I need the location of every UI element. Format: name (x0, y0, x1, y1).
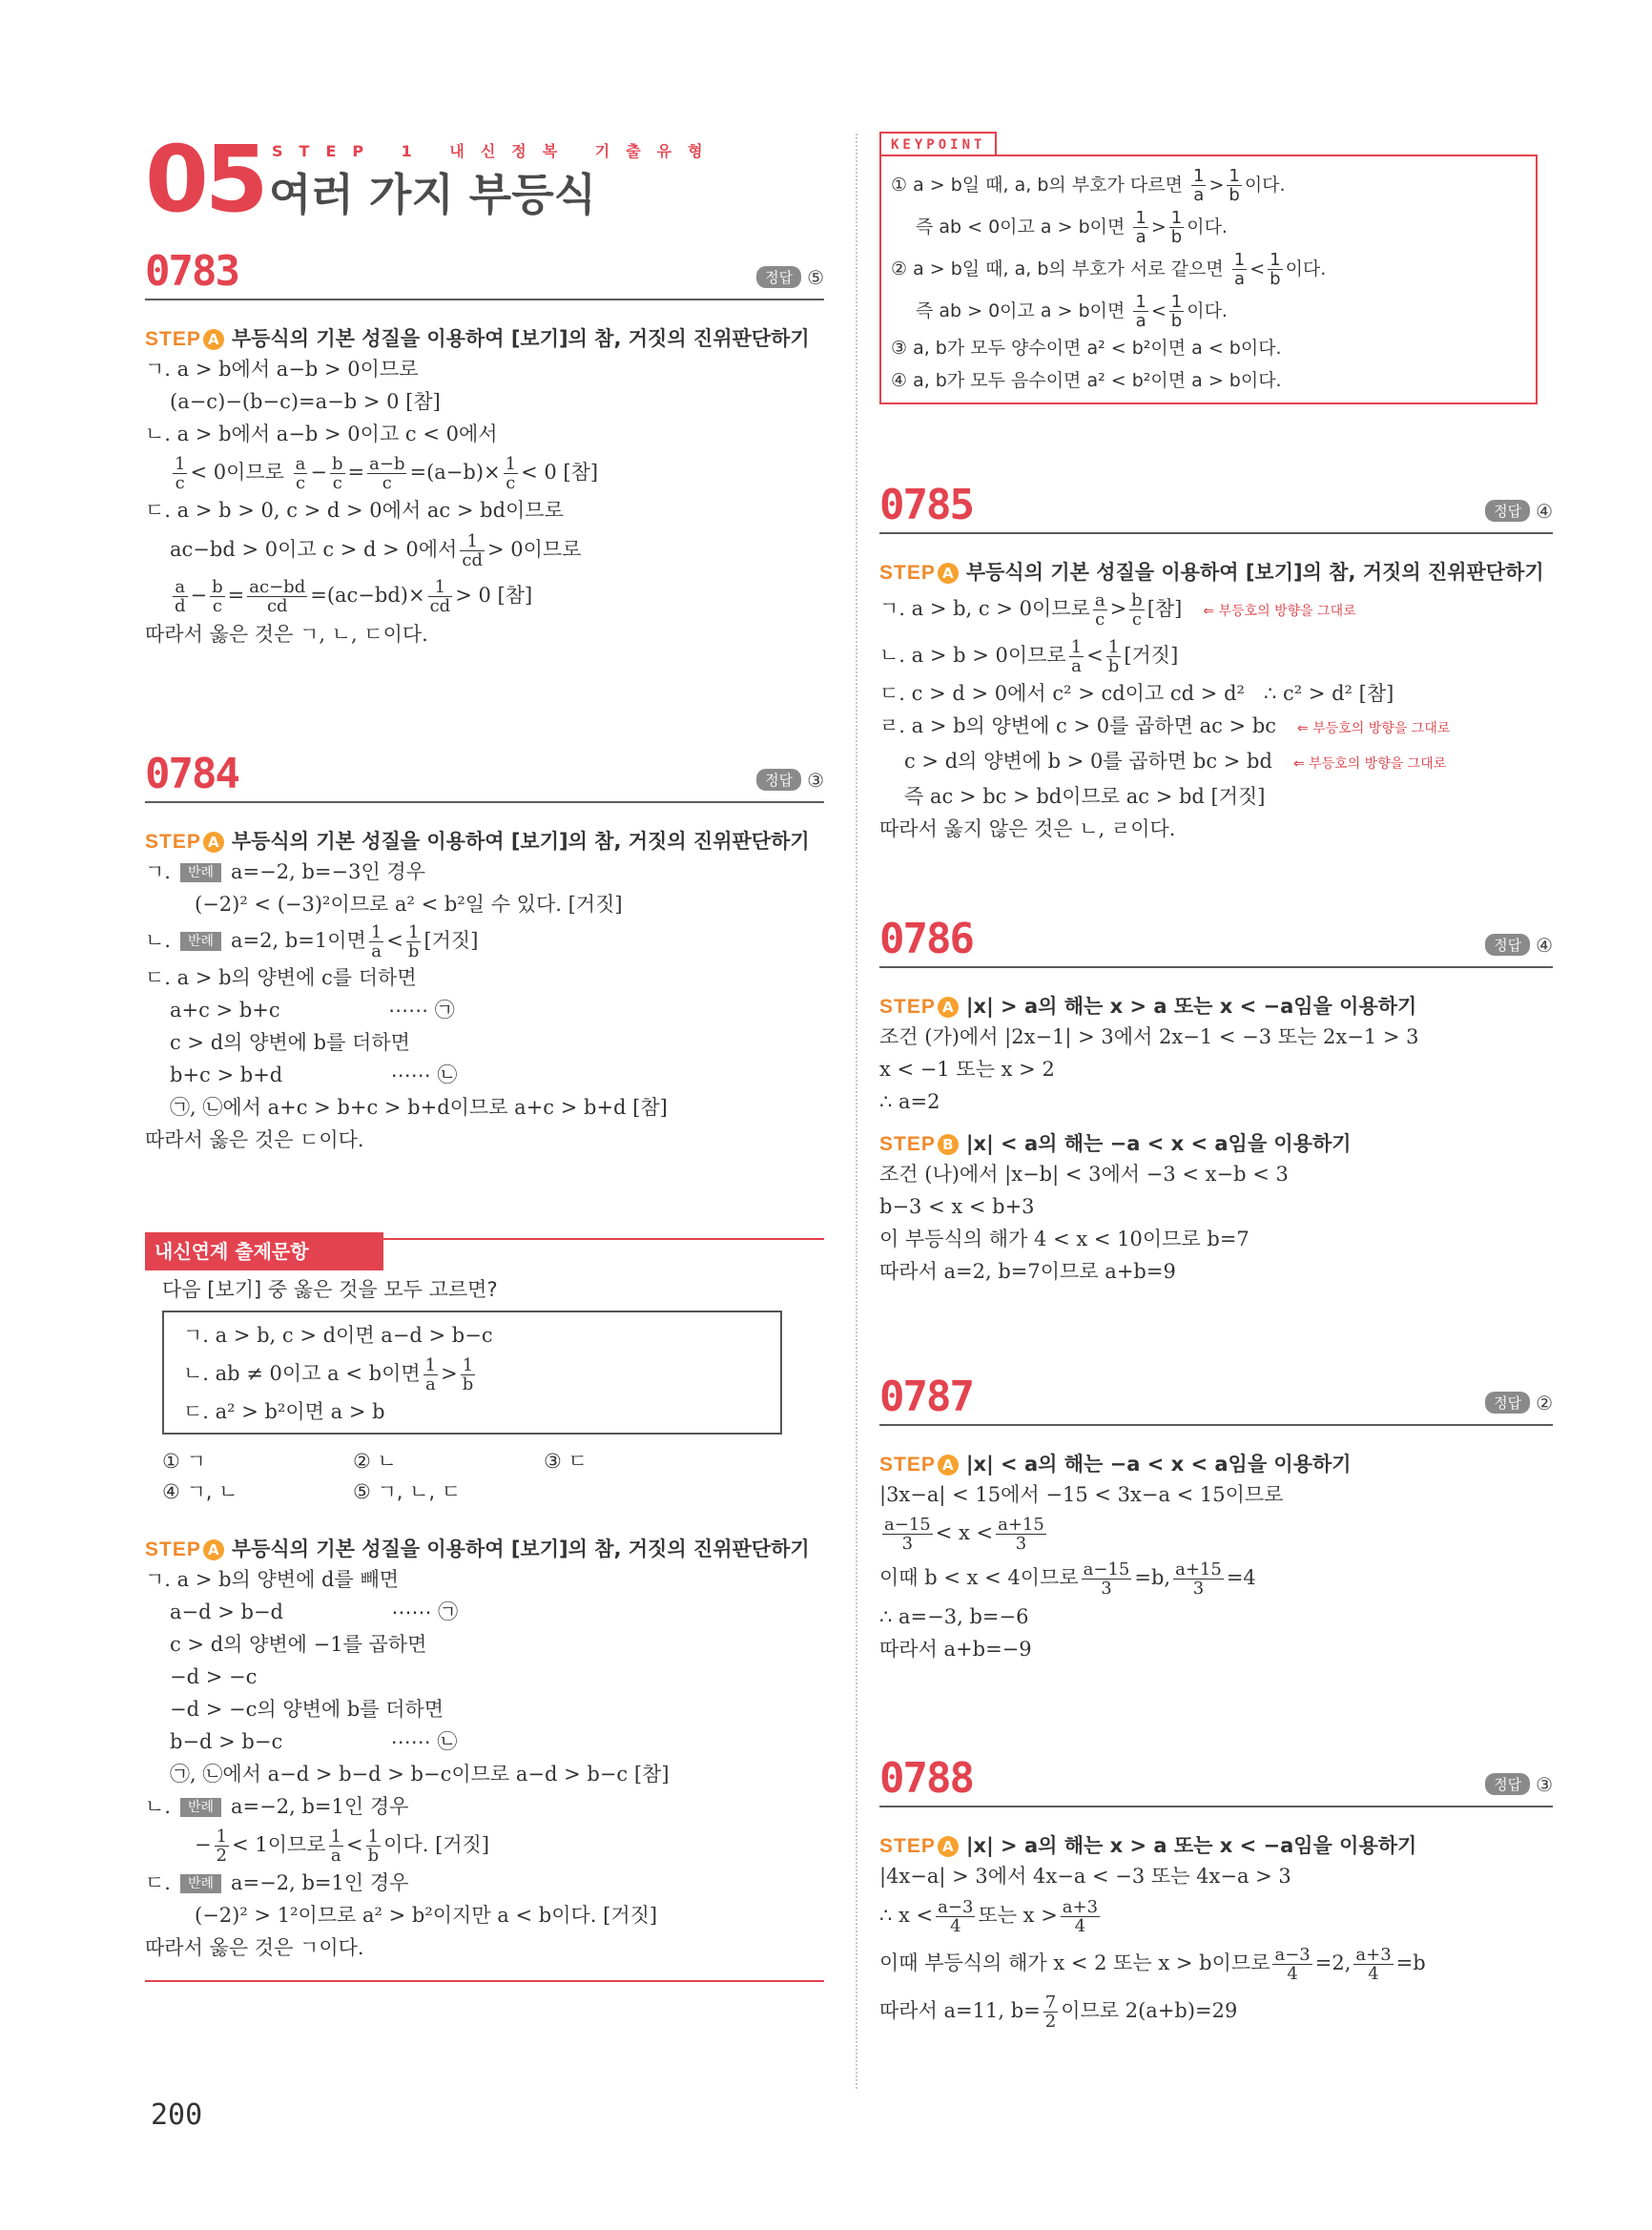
solution-line: 조건 (가)에서 |2x−1| > 3에서 2x−1 < −3 또는 2x−1 > 3 (879, 1025, 1419, 1048)
bogi-item: ㄱ. a > b, c > d이면 a−d > b−c (183, 1324, 493, 1347)
step-tag: STEP (145, 328, 201, 350)
chapter-title: 여러 가지 부등식 (269, 169, 597, 220)
solution-conclusion: 따라서 옳은 것은 ㄷ이다. (145, 1128, 364, 1151)
problem-header (879, 1750, 1553, 1807)
keypoint-line: ③ a, b가 모두 양수이면 a² < b²이면 a < b이다. (891, 338, 1282, 359)
chapter-step-label: STEP 1 내신정복 기출유형 (272, 142, 719, 160)
solution-line: ㄷ. 반례 a=−2, b=1인 경우 (145, 1871, 409, 1894)
solution-line: $\frac{a}{d}$ − $\frac{b}{c}$ = $\frac{ac-bd}{cd}$ =(ac−bd)× $\frac{1}{cd}$ > 0 [참] (175, 577, 533, 616)
keypoint-tag: KEYPOINT (879, 132, 997, 155)
solution-line: ㄴ. 반례 a=2, b=1이면 $\frac{1}{a}$ < $\frac{1}{b}$ [거짓] (145, 922, 479, 961)
solution-line: ㄷ. a > b의 양변에 c를 더하면 (145, 966, 417, 989)
solution-line: ∴ a=2 (879, 1090, 940, 1113)
keypoint-line: ④ a, b가 모두 음수이면 a² < b²이면 a > b이다. (891, 370, 1282, 391)
problem-header (879, 477, 1553, 534)
choice-3[interactable]: ③ ㄷ (544, 1450, 588, 1473)
answer: 정답 ④ (1485, 934, 1553, 957)
solution-line: c > d의 양변에 −1를 곱하면 (170, 1633, 427, 1656)
keypoint-line: ① a > b일 때, a, b의 부호가 다르면 $\frac{1}{a}$ > $\frac{1}{b}$ 이다. (891, 166, 1286, 205)
solution-line: ac−bd > 0이고 c > d > 0에서 $\frac{1}{cd}$ > 0이므로 (170, 531, 582, 570)
answer (756, 266, 824, 289)
problem-0785 (879, 477, 1553, 844)
solution-line: 이때 부등식의 해가 x < 2 또는 x > b이므로 $\frac{a-3}{4}$ =2, $\frac{a+3}{4}$ =b (879, 1945, 1426, 1984)
solution-line: (−2)² < (−3)²이므로 a² < b²일 수 있다. [거짓] (195, 893, 623, 916)
solution-conclusion: 따라서 a=2, b=7이므로 a+b=9 (879, 1260, 1176, 1283)
bogi-item: ㄴ. ab ≠ 0이고 a < b이면 $\frac{1}{a}$ > $\frac{1}{b}$ (183, 1355, 474, 1394)
step-heading: STEP B |x| < a의 해는 −a < x < a임을 이용하기 (879, 1132, 1352, 1155)
keypoint-line: ② a > b일 때, a, b의 부호가 서로 같으면 $\frac{1}{a}$ < $\frac{1}{b}$ 이다. (891, 250, 1327, 289)
solution-line: ㄷ. a > b > 0, c > d > 0에서 ac > bd이므로 (145, 499, 564, 522)
solution-line: −d > −c (170, 1665, 258, 1688)
answer: 정답 ③ (1485, 1773, 1553, 1796)
choice-4[interactable]: ④ ㄱ, ㄴ (162, 1480, 238, 1503)
problem-header (879, 911, 1553, 968)
solution-line: −d > −c의 양변에 b를 더하면 (170, 1698, 444, 1721)
solution-line: ㄴ. a > b에서 a−b > 0이고 c < 0에서 (145, 423, 498, 445)
solution-line: ㄴ. 반례 a=−2, b=1인 경우 (145, 1795, 409, 1818)
solution-conclusion: 따라서 a=11, b= $\frac{7}{2}$ 이므로 2(a+b)=29 (879, 1993, 1238, 2032)
problem-0786 (879, 911, 1553, 1287)
solution-line: $\frac{1}{c}$ < 0이므로 $\frac{a}{c}$ − $\frac{b}{c}$ = $\frac{a-b}{c}$ =(a−b)× $\frac{1}{c}$ < 0 [참] (175, 454, 599, 493)
keypoint-line: 즉 ab > 0이고 a > b이면 $\frac{1}{a}$ < $\frac{1}{b}$ 이다. (916, 292, 1228, 331)
bogi-item: ㄷ. a² > b²이면 a > b (183, 1400, 385, 1423)
problem-0787 (879, 1369, 1553, 1664)
problem-header (145, 746, 824, 803)
step-text: 부등식의 기본 성질을 이용하여 [보기]의 참, 거짓의 진위판단하기 (231, 327, 810, 350)
question-text: 다음 [보기] 중 옳은 것을 모두 고르면? (162, 1278, 498, 1301)
solution-line: − $\frac{1}{2}$ < 1이므로 $\frac{1}{a}$ < $\frac{1}{b}$ 이다. [거짓] (195, 1827, 490, 1866)
fraction: $\frac{1}{c}$ (175, 454, 186, 493)
solution-conclusion: 따라서 옳은 것은 ㄱ이다. (145, 1936, 364, 1959)
keypoint-line: 즉 ab < 0이고 a > b이면 $\frac{1}{a}$ > $\frac{1}{b}$ 이다. (916, 208, 1228, 247)
answer (756, 769, 824, 792)
problem-0783 (145, 243, 824, 650)
solution-conclusion: 따라서 옳은 것은 ㄱ, ㄴ, ㄷ이다. (145, 623, 428, 646)
bogi-box (162, 1311, 782, 1435)
problem-header (145, 243, 824, 300)
solution-line: 조건 (나)에서 |x−b| < 3에서 −3 < x−b < 3 (879, 1163, 1289, 1186)
problem-header (879, 1369, 1553, 1426)
solution-line: ㄹ. a > b의 양변에 c > 0를 곱하면 ac > bc ⇐ 부등호의 방향을 그대로 (879, 714, 1451, 737)
solution-line: a−d > b−d ⋯⋯ ㉠ (170, 1600, 459, 1623)
solution-line: b+c > b+d ⋯⋯ ㉡ (170, 1063, 458, 1086)
choice-5[interactable]: ⑤ ㄱ, ㄴ, ㄷ (353, 1480, 462, 1503)
step-heading: STEP A 부등식의 기본 성질을 이용하여 [보기]의 참, 거짓의 진위판단하기 (145, 1538, 810, 1560)
chapter-number: 05 (145, 126, 265, 233)
choice-1[interactable]: ① ㄱ (162, 1450, 206, 1473)
solution-line: ㄱ. a > b에서 a−b > 0이므로 (145, 358, 419, 381)
solution-line: ㉠, ㉡에서 a−d > b−d > b−c이므로 a−d > b−c [참] (170, 1763, 670, 1786)
step-heading (145, 323, 824, 352)
solution-line: b−d > b−c ⋯⋯ ㉡ (170, 1730, 458, 1753)
note-red: ⇐ 부등호의 방향을 그대로 (1203, 604, 1356, 619)
solution-line: ㄱ. 반례 a=−2, b=−3인 경우 (145, 860, 425, 883)
answer: 정답 ④ (1485, 500, 1553, 523)
answer-value: ③ (807, 769, 824, 792)
linked-tag: 내신연계 출제문항 (145, 1232, 383, 1270)
answer-value: ⑤ (807, 266, 824, 289)
solution-line: 즉 ac > bc > bd이므로 ac > bd [거짓] (904, 785, 1266, 808)
solution-line: (a−c)−(b−c)=a−b > 0 [참] (170, 390, 441, 413)
problem-number: 0784 (145, 750, 238, 798)
solution-line: ㉠, ㉡에서 a+c > b+c > b+d이므로 a+c > b+d [참] (170, 1096, 668, 1119)
answer-badge: 정답 (756, 266, 801, 288)
problem-number: 0788 (879, 1754, 973, 1803)
step-heading: STEP A |x| < a의 해는 −a < x < a임을 이용하기 (879, 1453, 1352, 1476)
page-number: 200 (151, 2098, 203, 2132)
solution-line: ㄷ. c > d > 0에서 c² > cd이고 cd > d² ∴ c² > d² [참] (879, 682, 1394, 705)
solution-line: 이 부등식의 해가 4 < x < 10이므로 b=7 (879, 1228, 1249, 1250)
problem-0788 (879, 1750, 1553, 2033)
solution-conclusion: 따라서 옳지 않은 것은 ㄴ, ㄹ이다. (879, 817, 1176, 840)
solution-line: ㄱ. a > b의 양변에 d를 빼면 (145, 1568, 400, 1591)
step-heading: STEP A 부등식의 기본 성질을 이용하여 [보기]의 참, 거짓의 진위판단하기 (145, 830, 810, 853)
counterexample-badge: 반례 (180, 863, 221, 882)
answer-choices (162, 1446, 824, 1507)
solution-line: c > d의 양변에 b > 0를 곱하면 bc > bd ⇐ 부등호의 방향을 그대로 (904, 750, 1447, 773)
solution-line: a+c > b+c ⋯⋯ ㉠ (170, 999, 455, 1022)
solution-line: x < −1 또는 x > 2 (879, 1058, 1055, 1081)
answer-badge: 정답 (756, 769, 801, 791)
linked-problem (145, 1238, 824, 1982)
column-divider (856, 134, 857, 2089)
problem-number: 0786 (879, 915, 973, 963)
solution-line: 이때 b < x < 4이므로 $\frac{a-15}{3}$ =b, $\frac{a+15}{3}$ =4 (879, 1559, 1256, 1599)
keypoint-body (891, 164, 1326, 397)
solution-line: |4x−a| > 3에서 4x−a < −3 또는 4x−a > 3 (879, 1865, 1291, 1888)
solution-line: c > d의 양변에 b를 더하면 (170, 1031, 410, 1054)
problem-number: 0785 (879, 481, 973, 529)
solution-line: b−3 < x < b+3 (879, 1195, 1035, 1218)
choice-2[interactable]: ② ㄴ (353, 1450, 397, 1473)
solution-line: $\frac{a-15}{3}$ < x < $\frac{a+15}{3}$ (884, 1515, 1044, 1554)
solution-line: ∴ a=−3, b=−6 (879, 1605, 1029, 1628)
problem-number: 0783 (145, 247, 238, 296)
problem-0784 (145, 746, 824, 1155)
solution-line: ㄱ. a > b, c > 0이므로 $\frac{a}{c}$ > $\frac{b}{c}$ [참] ⇐ 부등호의 방향을 그대로 (879, 590, 1356, 630)
solution-line: ∴ x < $\frac{a-3}{4}$ 또는 x > $\frac{a+3}{4}$ (879, 1897, 1099, 1936)
solution-line: (−2)² > 1²이므로 a² > b²이지만 a < b이다. [거짓] (195, 1904, 658, 1927)
solution-line: |3x−a| < 15에서 −15 < 3x−a < 15이므로 (879, 1483, 1284, 1506)
step-heading: STEP A |x| > a의 해는 x > a 또는 x < −a임을 이용하기 (879, 1834, 1417, 1857)
solution-conclusion: 따라서 a+b=−9 (879, 1638, 1032, 1661)
step-heading: STEP A |x| > a의 해는 x > a 또는 x < −a임을 이용하기 (879, 995, 1417, 1018)
answer: 정답 ② (1485, 1392, 1553, 1414)
problem-number: 0787 (879, 1373, 973, 1421)
section-end-rule (145, 1980, 824, 1982)
step-heading: STEP A 부등식의 기본 성질을 이용하여 [보기]의 참, 거짓의 진위판단하기 (879, 561, 1544, 584)
solution-line: ㄴ. a > b > 0이므로 $\frac{1}{a}$ < $\frac{1}{b}$ [거짓] (879, 637, 1179, 676)
step-letter: A (203, 329, 224, 350)
